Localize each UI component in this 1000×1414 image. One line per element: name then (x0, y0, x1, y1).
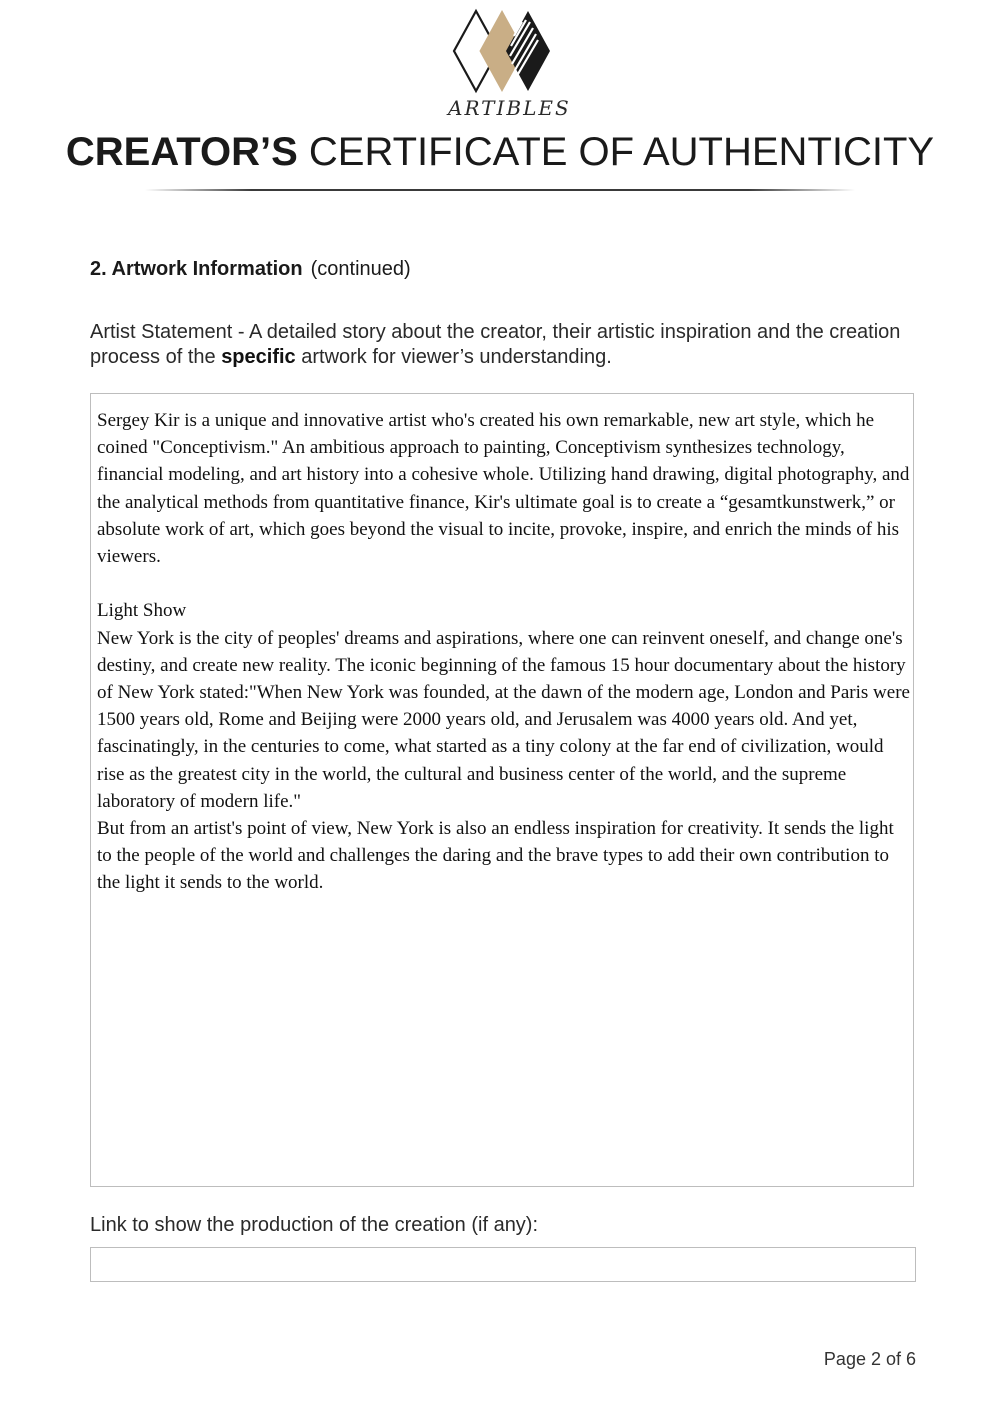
artist-statement-prompt (90, 320, 910, 370)
certificate-title (0, 126, 1000, 178)
prompt-emphasis: specific (221, 346, 296, 368)
section-continued: (continued) (310, 258, 411, 280)
artist-statement-field[interactable] (90, 393, 914, 1187)
section-heading (90, 256, 411, 282)
production-link-label: Link to show the production of the creation (if any): (90, 1214, 539, 1236)
statement-paragraph-1: New York is the city of peoples' dreams and aspirations, where one can reinvent oneself, and change one's destiny, and create new reality. The iconic beginning of the famous 15 hour documentary about the history of New York stated:"When New York was founded, at the dawn of the modern age, London and Paris were 1500 years old, Rome and Beijing were 2000 years old, and Jerusalem was 4000 years old. And yet, fascinatingly, in the centuries to come, what started as a tiny colony at the far end of civilization, would rise as the greatest city in the world, the cultural and business center of the world, and the supreme laboratory of modern life." (97, 627, 910, 812)
title-divider (145, 189, 855, 191)
section-title: 2. Artwork Information (90, 258, 303, 280)
artibles-logo (448, 6, 571, 128)
paragraph-gap (97, 570, 913, 597)
statement-paragraph-2: But from an artist's point of view, New York is also an endless inspiration for creativity. It sends the light to the people of the world and challenges the daring and the brave types to add their own contribution to the light it sends to the world. (97, 818, 894, 894)
title-regular: CERTIFICATE OF AUTHENTICITY (308, 130, 935, 174)
artist-bio: Sergey Kir is a unique and innovative artist who's created his own remarkable, new art style, which he coined "Conceptivism." An ambitious approach to painting, Conceptivism synthesizes technology, financial modeling, and art history into a cohesive whole. Utilizing hand drawing, digital photography, and the analytical methods from quantitative finance, Kir's ultimate goal is to create a “gesamtkunstwerk,” or absolute work of art, which goes beyond the visual to incite, provoke, inspire, and enrich the minds of his viewers. (97, 410, 910, 568)
title-bold: CREATOR’S (65, 130, 298, 174)
prompt-text-start: Artist Statement - A detailed story about the creator, their artistic inspiration and the creation process of the (90, 321, 901, 368)
production-link-field[interactable] (90, 1247, 916, 1282)
artibles-diamond-logo-icon (448, 6, 558, 96)
artwork-title: Light Show (97, 600, 187, 622)
prompt-text-end: artwork for viewer’s understanding. (295, 346, 612, 368)
artist-statement-content (97, 407, 913, 897)
page-number: Page 2 of 6 (823, 1349, 916, 1369)
logo-wordmark: ARTIBLES (448, 96, 571, 120)
